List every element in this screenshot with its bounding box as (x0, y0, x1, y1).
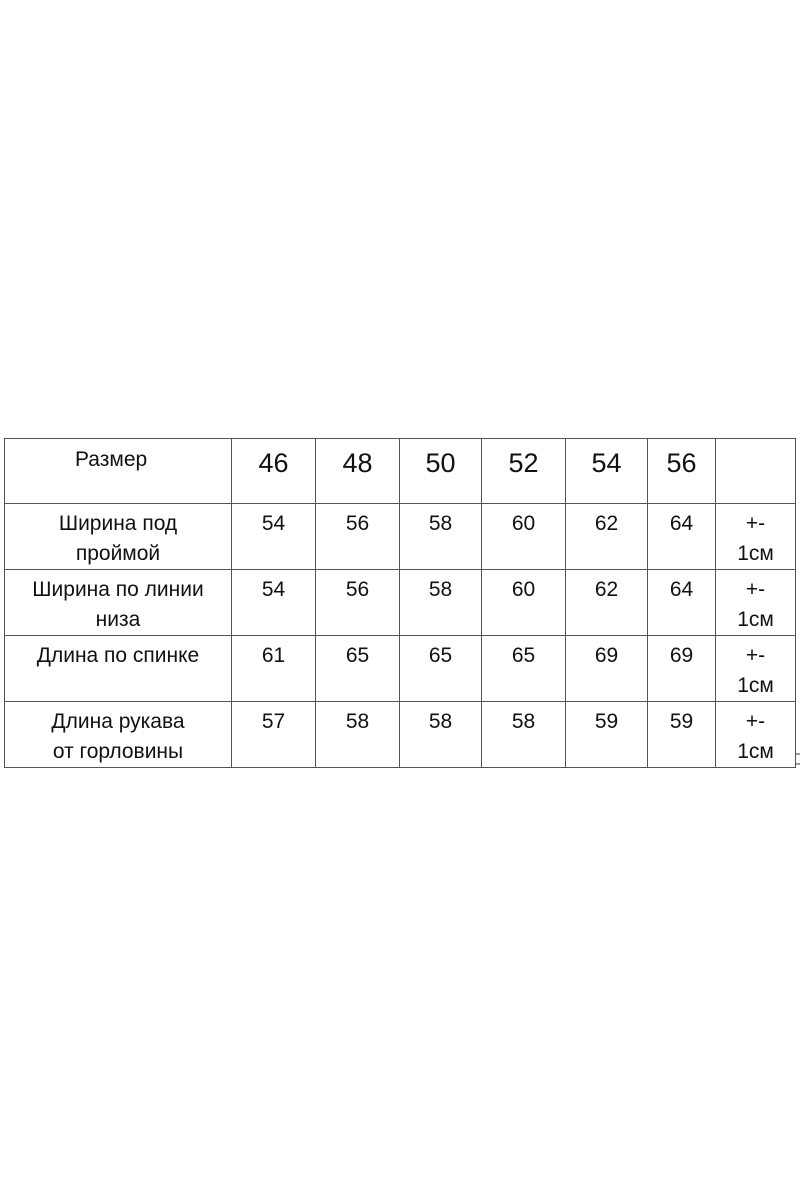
size-chart-table (4, 438, 796, 768)
table-row (5, 570, 796, 636)
row-label (5, 570, 232, 636)
row-label (5, 504, 232, 570)
tolerance-cell: +- 1см (716, 504, 796, 570)
table-cell: 60 (482, 570, 566, 636)
size-54: 54 (566, 439, 648, 504)
table-cell: 54 (232, 570, 316, 636)
table-cell: 69 (566, 636, 648, 702)
table-cell: 65 (400, 636, 482, 702)
tolerance-cell: +- 1см (716, 636, 796, 702)
row-label (5, 636, 232, 702)
table-cell: 62 (566, 570, 648, 636)
row-label-text: Длина рукава от горловины (51, 710, 185, 763)
table-cell: 59 (566, 702, 648, 768)
table-cell: 64 (648, 504, 716, 570)
table-cell: 58 (400, 702, 482, 768)
table-cell: 59 (648, 702, 716, 768)
tolerance-cell: +- 1см (716, 702, 796, 768)
tolerance-header (716, 439, 796, 504)
size-52: 52 (482, 439, 566, 504)
table-cell: 57 (232, 702, 316, 768)
edge-mark (796, 753, 800, 755)
size-50: 50 (400, 439, 482, 504)
table-cell: 69 (648, 636, 716, 702)
table-row (5, 636, 796, 702)
header-row (5, 439, 796, 504)
table-cell: 60 (482, 504, 566, 570)
table-cell: 56 (316, 504, 400, 570)
table-cell: 64 (648, 570, 716, 636)
row-label-text: Ширина по линии низа (32, 578, 204, 631)
table-cell: 58 (316, 702, 400, 768)
edge-mark (796, 763, 800, 765)
table-cell: 58 (400, 504, 482, 570)
row-label-text: Ширина под проймой (58, 512, 178, 565)
table-cell: 65 (482, 636, 566, 702)
table-cell: 65 (316, 636, 400, 702)
size-header-label: Размер (5, 439, 232, 504)
table-row (5, 504, 796, 570)
table-row (5, 702, 796, 768)
size-48: 48 (316, 439, 400, 504)
size-46: 46 (232, 439, 316, 504)
row-label-text: Длина по спинке (36, 644, 200, 667)
row-label (5, 702, 232, 768)
table-cell: 61 (232, 636, 316, 702)
table-cell: 54 (232, 504, 316, 570)
tolerance-cell: +- 1см (716, 570, 796, 636)
table-cell: 62 (566, 504, 648, 570)
table-cell: 56 (316, 570, 400, 636)
table-cell: 58 (482, 702, 566, 768)
size-56: 56 (648, 439, 716, 504)
table-cell: 58 (400, 570, 482, 636)
